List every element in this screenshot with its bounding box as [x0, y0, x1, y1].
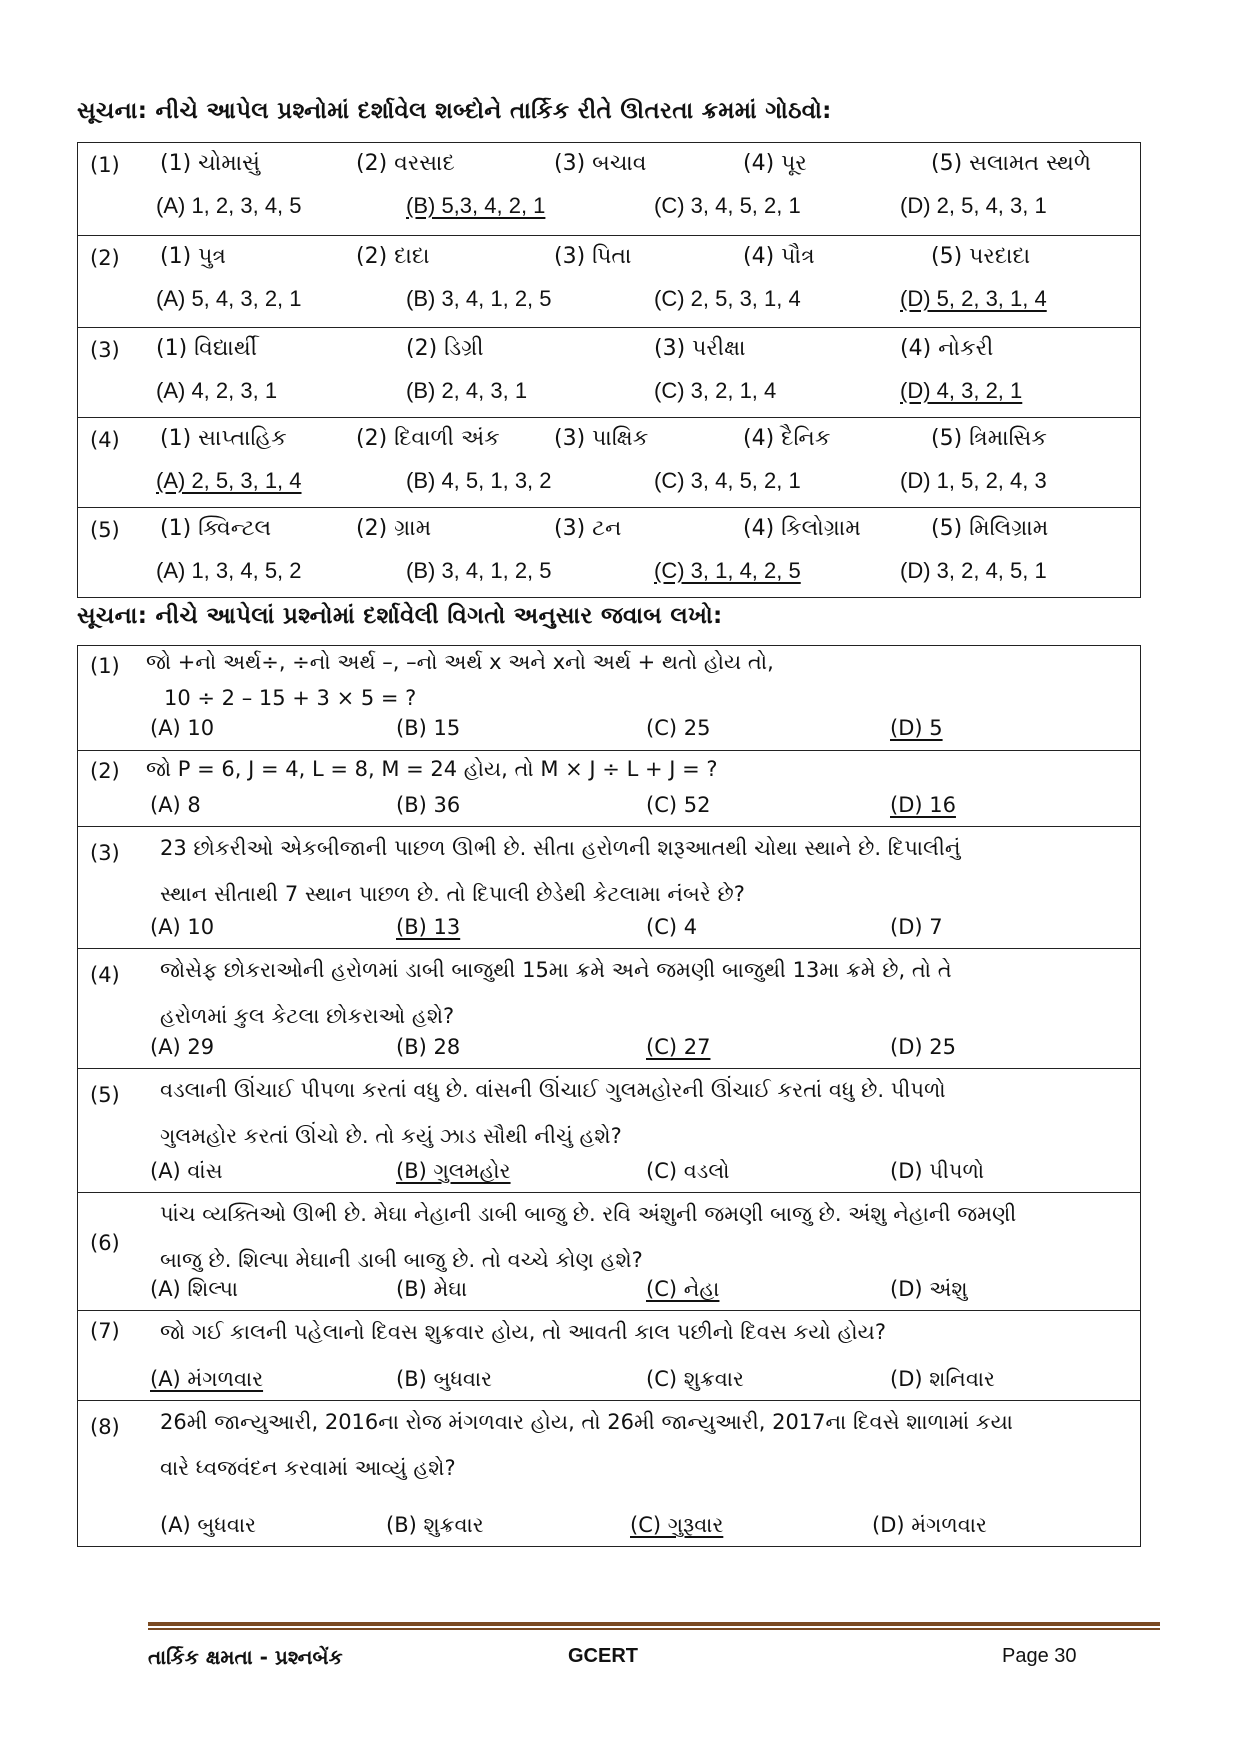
answer-option: (A) 1, 2, 3, 4, 5 — [156, 193, 302, 218]
reasoning-question-row — [78, 948, 1140, 1068]
answer-option-correct: (D) 5, 2, 3, 1, 4 — [900, 286, 1047, 311]
answer-option: (B) 3, 4, 1, 2, 5 — [406, 286, 552, 311]
question-number: (5) — [90, 518, 120, 542]
answer-option: (D) 2, 5, 4, 3, 1 — [900, 193, 1047, 218]
answer-option: (D) 7 — [890, 915, 943, 939]
answer-option-correct: (D) 4, 3, 2, 1 — [900, 378, 1023, 403]
answer-option: (D) 3, 2, 4, 5, 1 — [900, 558, 1047, 583]
answer-option: (B) 4, 5, 1, 3, 2 — [406, 468, 552, 493]
question-text: વડલાની ઊંચાઈ પીપળા કરતાં વધુ છે. વાંસની ઊંચાઈ ગુલમહોરની ઊંચાઈ કરતાં વધુ છે. પીપળો — [160, 1078, 946, 1102]
question-number: (7) — [90, 1319, 120, 1343]
question-item: (1) ચોમાસું — [160, 151, 260, 176]
answer-option-correct: (A) 2, 5, 3, 1, 4 — [156, 468, 302, 493]
answer-option: (A) વાંસ — [150, 1159, 223, 1183]
answer-option: (C) શુક્રવાર — [646, 1367, 744, 1391]
reasoning-question-row — [78, 750, 1140, 826]
answer-option: (B) 2, 4, 3, 1 — [406, 378, 528, 403]
question-text: 26મી જાન્યુઆરી, 2016ના રોજ મંગળવાર હોય, તો 26મી જાન્યુઆરી, 2017ના દિવસે શાળામાં કયા — [160, 1410, 1013, 1434]
question-item: (4) નોકરી — [900, 336, 994, 361]
answer-option: (C) 52 — [646, 793, 711, 817]
question-item: (3) પરીક્ષા — [654, 336, 746, 361]
question-number: (1) — [90, 654, 120, 678]
question-item: (4) પૌત્ર — [743, 244, 815, 269]
question-item: (1) વિદ્યાર્થી — [156, 336, 257, 361]
question-number: (2) — [90, 246, 120, 270]
question-text: 10 ÷ 2 – 15 + 3 × 5 = ? — [164, 686, 417, 710]
answer-option: (D) મંગળવાર — [872, 1513, 987, 1537]
question-text: સ્થાન સીતાથી 7 સ્થાન પાછળ છે. તો દિપાલી છેડેથી કેટલામા નંબરે છે? — [160, 882, 745, 906]
answer-option: (D) શનિવાર — [890, 1367, 995, 1391]
answer-option: (D) પીપળો — [890, 1159, 985, 1183]
ordering-question-row — [78, 507, 1140, 597]
reasoning-question-row — [78, 826, 1140, 948]
question-item: (1) સાપ્તાહિક — [160, 426, 287, 451]
answer-option: (C) 3, 4, 5, 2, 1 — [654, 468, 801, 493]
ordering-question-row — [78, 327, 1140, 417]
ordering-questions-table — [77, 142, 1141, 598]
reasoning-question-row — [78, 1192, 1140, 1310]
answer-option: (C) 4 — [646, 915, 698, 939]
answer-option: (B) 15 — [396, 716, 461, 740]
ordering-question-row — [78, 417, 1140, 507]
answer-option: (C) 3, 2, 1, 4 — [654, 378, 777, 403]
reasoning-question-row — [78, 1400, 1140, 1546]
question-number: (3) — [90, 338, 120, 362]
question-text: જો +નો અર્થ÷, ÷નો અર્થ –, –નો અર્થ x અને xનો અર્થ + થતો હોય તો, — [146, 650, 774, 674]
question-item: (5) ત્રિમાસિક — [931, 426, 1047, 451]
answer-option: (C) 25 — [646, 716, 711, 740]
answer-option: (A) 10 — [150, 716, 215, 740]
answer-option-correct: (D) 16 — [890, 793, 956, 817]
answer-option-correct: (B) 5,3, 4, 2, 1 — [406, 193, 546, 218]
answer-option-correct: (A) મંગળવાર — [150, 1367, 264, 1391]
question-text: ગુલમહોર કરતાં ઊંચો છે. તો કયું ઝાડ સૌથી નીચું હશે? — [160, 1124, 622, 1148]
answer-option: (A) 29 — [150, 1035, 215, 1059]
question-text: પાંચ વ્યક્તિઓ ઊભી છે. મેઘા નેહાની ડાબી બાજુ છે. રવિ અંશુની જમણી બાજુ છે. અંશુ નેહાની જમણી — [160, 1202, 1017, 1226]
question-item: (1) પુત્ર — [160, 244, 226, 269]
question-number: (8) — [90, 1415, 120, 1439]
question-item: (2) વરસાદ — [356, 151, 455, 176]
answer-option-correct: (C) ગુરૂવાર — [630, 1513, 724, 1537]
question-item: (3) બચાવ — [554, 151, 647, 176]
answer-option: (B) 36 — [396, 793, 461, 817]
question-item: (2) ડિગ્રી — [406, 336, 484, 361]
section1-heading: સૂચના: નીચે આપેલ પ્રશ્નોમાં દર્શાવેલ શબ્દોને તાર્કિક રીતે ઊતરતા ક્રમમાં ગોઠવો: — [77, 98, 832, 124]
question-item: (4) પૂર — [743, 151, 807, 176]
question-number: (1) — [90, 153, 120, 177]
ordering-question-row — [78, 235, 1140, 327]
question-text: હરોળમાં કુલ કેટલા છોકરાઓ હશે? — [160, 1004, 455, 1028]
answer-option-correct: (C) 27 — [646, 1035, 711, 1059]
question-item: (4) દૈનિક — [743, 426, 831, 451]
question-item: (3) ટન — [554, 516, 622, 541]
answer-option: (B) મેઘા — [396, 1277, 468, 1301]
question-number: (4) — [90, 963, 120, 987]
question-text: જોસેફ છોકરાઓની હરોળમાં ડાબી બાજુથી 15મા ક્રમે અને જમણી બાજુથી 13મા ક્રમે છે, તો તે — [160, 958, 952, 982]
footer-rule — [148, 1622, 1160, 1626]
question-item: (2) દિવાળી અંક — [356, 426, 500, 451]
answer-option-correct: (B) ગુલમહોર — [396, 1159, 511, 1183]
question-item: (5) સલામત સ્થળે — [931, 151, 1092, 176]
ordering-question-row — [78, 143, 1140, 235]
question-item: (5) મિલિગ્રામ — [931, 516, 1049, 541]
question-item: (3) પાક્ષિક — [554, 426, 649, 451]
answer-option: (A) શિલ્પા — [150, 1277, 239, 1301]
answer-option: (A) 4, 2, 3, 1 — [156, 378, 278, 403]
page-number: Page 30 — [1002, 1645, 1077, 1667]
answer-option: (C) 3, 4, 5, 2, 1 — [654, 193, 801, 218]
question-number: (5) — [90, 1083, 120, 1107]
question-number: (4) — [90, 428, 120, 452]
answer-option: (B) બુધવાર — [396, 1367, 493, 1391]
answer-option: (D) 25 — [890, 1035, 956, 1059]
question-text: વારે ધ્વજવંદન કરવામાં આવ્યું હશે? — [160, 1456, 456, 1480]
question-item: (5) પરદાદા — [931, 244, 1031, 269]
question-item: (2) દાદા — [356, 244, 430, 269]
answer-option: (D) 1, 5, 2, 4, 3 — [900, 468, 1047, 493]
answer-option: (C) વડલો — [646, 1159, 730, 1183]
question-text: 23 છોકરીઓ એકબીજાની પાછળ ઊભી છે. સીતા હરોળની શરૂઆતથી ચોથા સ્થાને છે. દિપાલીનું — [160, 836, 961, 860]
answer-option: (A) બુધવાર — [160, 1513, 256, 1537]
reasoning-question-row — [78, 1310, 1140, 1400]
answer-option: (B) 28 — [396, 1035, 461, 1059]
answer-option: (A) 1, 3, 4, 5, 2 — [156, 558, 302, 583]
answer-option-correct: (D) 5 — [890, 716, 943, 740]
question-item: (2) ગ્રામ — [356, 516, 432, 541]
question-number: (6) — [90, 1231, 120, 1255]
answer-option-correct: (C) નેહા — [646, 1277, 720, 1301]
section2-heading: સૂચના: નીચે આપેલાં પ્રશ્નોમાં દર્શાવેલી વિગતો અનુસાર જવાબ લખો: — [77, 603, 723, 629]
reasoning-question-row — [78, 1068, 1140, 1192]
question-text: જો P = 6, J = 4, L = 8, M = 24 હોય, તો M × J ÷ L + J = ? — [146, 757, 718, 781]
answer-option: (D) અંશુ — [890, 1277, 968, 1301]
question-item: (1) ક્વિન્ટલ — [160, 516, 272, 541]
reasoning-question-row — [78, 646, 1140, 750]
question-number: (2) — [90, 759, 120, 783]
question-text: જો ગઈ કાલની પહેલાનો દિવસ શુક્રવાર હોય, તો આવતી કાલ પછીનો દિવસ કયો હોય? — [160, 1320, 887, 1344]
answer-option-correct: (C) 3, 1, 4, 2, 5 — [654, 558, 801, 583]
answer-option-correct: (B) 13 — [396, 915, 461, 939]
footer-publisher: GCERT — [568, 1645, 638, 1667]
question-number: (3) — [90, 841, 120, 865]
footer-title: તાર્કિક ક્ષમતા - પ્રશ્નબેંક — [148, 1645, 343, 1669]
footer-rule-thin — [148, 1628, 1160, 1630]
question-text: બાજુ છે. શિલ્પા મેઘાની ડાબી બાજુ છે. તો વચ્ચે કોણ હશે? — [160, 1248, 643, 1272]
answer-option: (C) 2, 5, 3, 1, 4 — [654, 286, 801, 311]
question-item: (3) પિતા — [554, 244, 632, 269]
answer-option: (A) 8 — [150, 793, 201, 817]
answer-option: (A) 5, 4, 3, 2, 1 — [156, 286, 302, 311]
question-item: (4) કિલોગ્રામ — [743, 516, 861, 541]
answer-option: (B) શુક્રવાર — [386, 1513, 484, 1537]
reasoning-questions-table — [77, 645, 1141, 1547]
answer-option: (B) 3, 4, 1, 2, 5 — [406, 558, 552, 583]
answer-option: (A) 10 — [150, 915, 215, 939]
